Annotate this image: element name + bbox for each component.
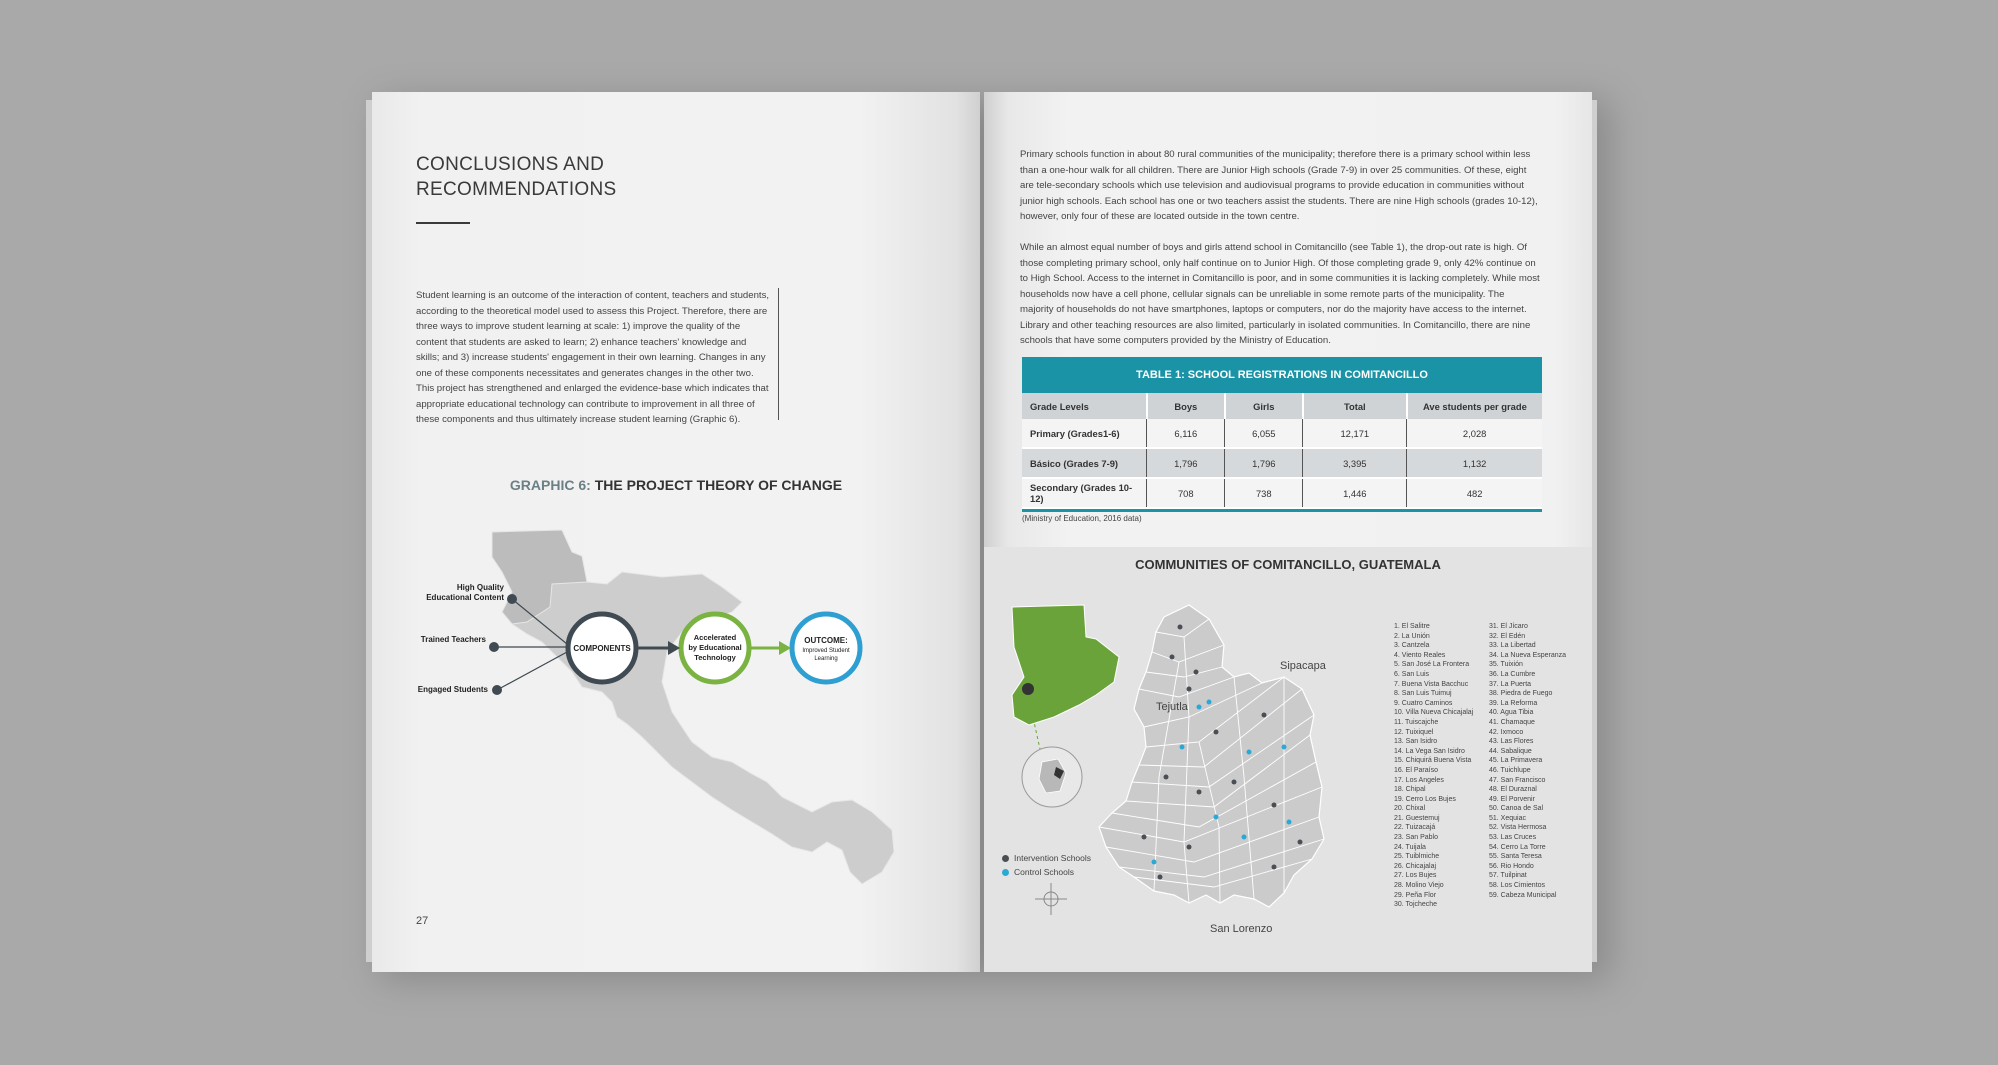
list-item: 20. Chixal <box>1394 805 1426 813</box>
table-bottom-rule <box>1022 509 1542 512</box>
heading-line: RECOMMENDATIONS <box>416 179 617 200</box>
list-item: 54. Cerro La Torre <box>1489 843 1546 851</box>
input-label: High Quality <box>456 583 504 592</box>
table-header-row <box>1022 393 1542 419</box>
table-row <box>1022 419 1542 448</box>
list-item: 26. Chicajalaj <box>1394 862 1437 870</box>
graphic-title-text: THE PROJECT THEORY OF CHANGE <box>590 477 843 493</box>
list-item: 5. San José La Frontera <box>1394 661 1470 669</box>
input-label: Engaged Students <box>417 685 488 694</box>
list-item: 31. El Jícaro <box>1489 623 1528 630</box>
list-item: 55. Santa Teresa <box>1489 853 1542 861</box>
list-item: 56. Rio Hondo <box>1489 862 1534 870</box>
list-item: 47. San Francisco <box>1489 776 1546 784</box>
list-item: 17. Los Angeles <box>1394 776 1444 784</box>
list-item: 35. Tuixión <box>1489 661 1523 669</box>
table-cell: 1,132 <box>1407 448 1542 478</box>
list-item: 51. Xequiac <box>1489 814 1526 822</box>
municipality-map <box>1099 605 1324 907</box>
list-item: 22. Tuizacajá <box>1394 824 1436 832</box>
table-cell: Secondary (Grades 10-12) <box>1022 478 1147 508</box>
list-item: 24. Tuijala <box>1394 843 1426 851</box>
heading-rule <box>416 222 470 224</box>
legend-control <box>1002 867 1074 877</box>
list-item: 36. La Cumbre <box>1489 670 1536 678</box>
list-item: 25. Tuiblmiche <box>1394 853 1440 861</box>
list-item: 59. Cabeza Municipal <box>1489 891 1557 899</box>
list-item: 52. Vista Hermosa <box>1489 824 1547 832</box>
location-pin-icon <box>1022 683 1034 695</box>
list-item: 43. Las Flores <box>1489 738 1534 746</box>
table-header: Total <box>1303 393 1407 419</box>
graphic-title-prefix: GRAPHIC 6: <box>509 477 591 493</box>
legend-intervention <box>1002 853 1091 863</box>
list-item: 33. La Libertad <box>1489 642 1536 650</box>
table-cell: 1,446 <box>1303 478 1407 508</box>
right-page <box>984 92 1592 972</box>
accelerated-label: Technology <box>694 653 736 662</box>
list-item: 27. Los Bujes <box>1394 872 1437 880</box>
table-cell: 3,395 <box>1303 448 1407 478</box>
list-item: 21. Guestemuj <box>1394 814 1440 822</box>
list-item: 49. El Porvenir <box>1489 795 1535 803</box>
list-item: 42. Ixmoco <box>1489 728 1524 736</box>
list-item: 58. Los Cimientos <box>1489 882 1546 890</box>
list-item: 7. Buena Vista Bacchuc <box>1394 680 1469 688</box>
legend-label: Intervention Schools <box>1014 853 1092 863</box>
list-item: 13. San Isidro <box>1394 738 1438 746</box>
list-item: 8. San Luis Tuimuj <box>1394 690 1452 698</box>
table-grid <box>1022 393 1542 509</box>
table-header: Grade Levels <box>1022 393 1147 419</box>
body-paragraph: While an almost equal number of boys and girls attend school in Comitancillo (see Table 1), the drop-out rate is high. Of those completing primary school, only half continue on to Junior High. Of those completing grade 9, only 42% continue on to High School. Access to the internet in Comitancillo is poor, and in some communities it is lacking completely. While most households now have a cell phone, cellular signals can be unreliable in some remote parts of the municipality. The majority of households do not have smartphones, laptops or computers, nor do the majority have access to the internet. Library and other teaching resources are also limited, particularly in isolated communities. In Comitancillo, there are nine schools that have some computers provided by the Ministry of Education. <box>1020 242 1540 346</box>
place-label: Tejutla <box>1156 701 1188 713</box>
list-item: 15. Chiquirá Buena Vista <box>1394 757 1472 765</box>
input-dot <box>507 594 517 604</box>
registrations-table <box>1022 357 1542 512</box>
list-item: 30. Tojcheche <box>1394 901 1438 909</box>
list-item: 44. Sabalique <box>1489 747 1532 755</box>
outcome-label: OUTCOME: <box>804 636 848 645</box>
list-item: 29. Peña Flor <box>1394 891 1437 899</box>
list-item: 14. La Vega San Isidro <box>1394 747 1465 755</box>
table-header: Ave students per grade <box>1407 393 1542 419</box>
community-list <box>1394 622 1473 910</box>
graphic-title <box>372 477 980 493</box>
list-item: 57. Tuilpinat <box>1489 872 1527 880</box>
list-item: 38. Piedra de Fuego <box>1489 690 1553 698</box>
list-item: 6. San Luis <box>1394 670 1430 678</box>
table-cell: 1,796 <box>1147 448 1225 478</box>
list-item: 18. Chipal <box>1394 786 1426 794</box>
list-item: 12. Tuixiquel <box>1394 728 1434 736</box>
place-label: Sipacapa <box>1280 660 1326 672</box>
list-item: 4. Viento Reales <box>1394 651 1446 659</box>
list-item: 32. El Edén <box>1489 632 1526 640</box>
input-dot <box>492 685 502 695</box>
list-item: 39. La Reforma <box>1489 699 1538 707</box>
paragraph-side-rule <box>778 288 779 420</box>
input-label: Educational Content <box>426 593 504 602</box>
table-cell: 12,171 <box>1303 419 1407 448</box>
table-header: Boys <box>1147 393 1225 419</box>
list-item: 23. San Pablo <box>1394 834 1438 842</box>
page-number: 27 <box>416 915 429 927</box>
list-item: 19. Cerro Los Bujes <box>1394 795 1456 803</box>
list-item: 40. Agua Tibia <box>1489 709 1534 717</box>
accelerated-label: by Educational <box>688 643 742 652</box>
table-cell: 1,796 <box>1225 448 1303 478</box>
arrow-icon <box>779 641 791 655</box>
table-row <box>1022 448 1542 478</box>
outcome-label: Learning <box>814 656 838 662</box>
control-dot-icon <box>1002 869 1009 876</box>
list-item: 50. Canoa de Sal <box>1489 805 1544 813</box>
compass-icon <box>1035 883 1067 915</box>
list-item: 41. Chamaque <box>1489 718 1535 726</box>
list-item: 46. Tuichlupe <box>1489 766 1531 774</box>
table-header: Girls <box>1225 393 1303 419</box>
communities-map-panel <box>984 547 1592 972</box>
list-item: 16. El Paraíso <box>1394 766 1438 774</box>
table-title: TABLE 1: SCHOOL REGISTRATIONS IN COMITANCILLO <box>1022 357 1542 393</box>
list-item: 2. La Unión <box>1394 632 1430 640</box>
community-list <box>1489 622 1566 900</box>
list-item: 11. Tuiscajche <box>1394 718 1439 726</box>
place-label: San Lorenzo <box>1210 923 1273 935</box>
left-page <box>372 92 980 972</box>
components-label: COMPONENTS <box>573 644 631 653</box>
table-cell: 482 <box>1407 478 1542 508</box>
heading-line: CONCLUSIONS AND <box>416 154 605 175</box>
list-item: 37. La Puerta <box>1489 680 1532 688</box>
table-cell: 6,055 <box>1225 419 1303 448</box>
body-paragraph: Student learning is an outcome of the interaction of content, teachers and students, according to the theoretical model used to assess this Project. Therefore, there are three ways to improve student learning at scale: 1) improve the quality of the content that students are asked to learn; 2) enhance teachers' knowledge and skills; and 3) increase students' engagement in their own learning. Changes in any one of these components necessitates and generates changes in the other two. This project has strengthened and enlarged the evidence-base which indicates that appropriate educational technology can contribute to improvement in all three of these components and thus ultimately increase student learning (Graphic 6). <box>416 290 770 425</box>
input-dot <box>489 642 499 652</box>
list-item: 28. Molino Viejo <box>1394 882 1444 890</box>
table-row <box>1022 478 1542 508</box>
intervention-dot-icon <box>1002 855 1009 862</box>
guatemala-inset-map <box>1012 605 1119 725</box>
outcome-label: Improved Student <box>802 648 850 654</box>
table-cell: 708 <box>1147 478 1225 508</box>
theory-of-change-diagram <box>417 512 952 902</box>
body-paragraph: Primary schools function in about 80 rural communities of the municipality; therefore there is a primary school within less than a one-hour walk for all children. There are Junior High schools (Grade 7-9) in over 25 communities. Of these, eight are tele-secondary schools which use television and audiovisual programs to provide education in communities without junior high schools. Each school has one or two teachers assist the students. There are nine High schools (grades 10-12), however, only four of these are located outside in the town centre. <box>1020 149 1538 222</box>
input-label: Trained Teachers <box>420 635 486 644</box>
list-item: 1. El Salitre <box>1394 623 1430 630</box>
table-cell: Básico (Grades 7-9) <box>1022 448 1147 478</box>
table-cell: 738 <box>1225 478 1303 508</box>
table-cell: 6,116 <box>1147 419 1225 448</box>
list-item: 9. Cuatro Caminos <box>1394 699 1453 707</box>
accelerated-label: Accelerated <box>693 633 737 642</box>
list-item: 10. Villa Nueva Chicajalaj <box>1394 709 1474 717</box>
list-item: 3. Cantzela <box>1394 642 1430 650</box>
section-heading <box>416 152 616 202</box>
list-item: 48. El Duraznal <box>1489 786 1537 794</box>
list-item: 45. La Primavera <box>1489 757 1543 765</box>
list-item: 34. La Nueva Esperanza <box>1489 651 1567 659</box>
map-title: COMMUNITIES OF COMITANCILLO, GUATEMALA <box>1135 557 1441 572</box>
list-item: 53. Las Cruces <box>1489 834 1537 842</box>
legend-label: Control Schools <box>1014 867 1075 877</box>
table-cell: 2,028 <box>1407 419 1542 448</box>
table-cell: Primary (Grades1-6) <box>1022 419 1147 448</box>
table-source: (Ministry of Education, 2016 data) <box>1022 514 1142 523</box>
